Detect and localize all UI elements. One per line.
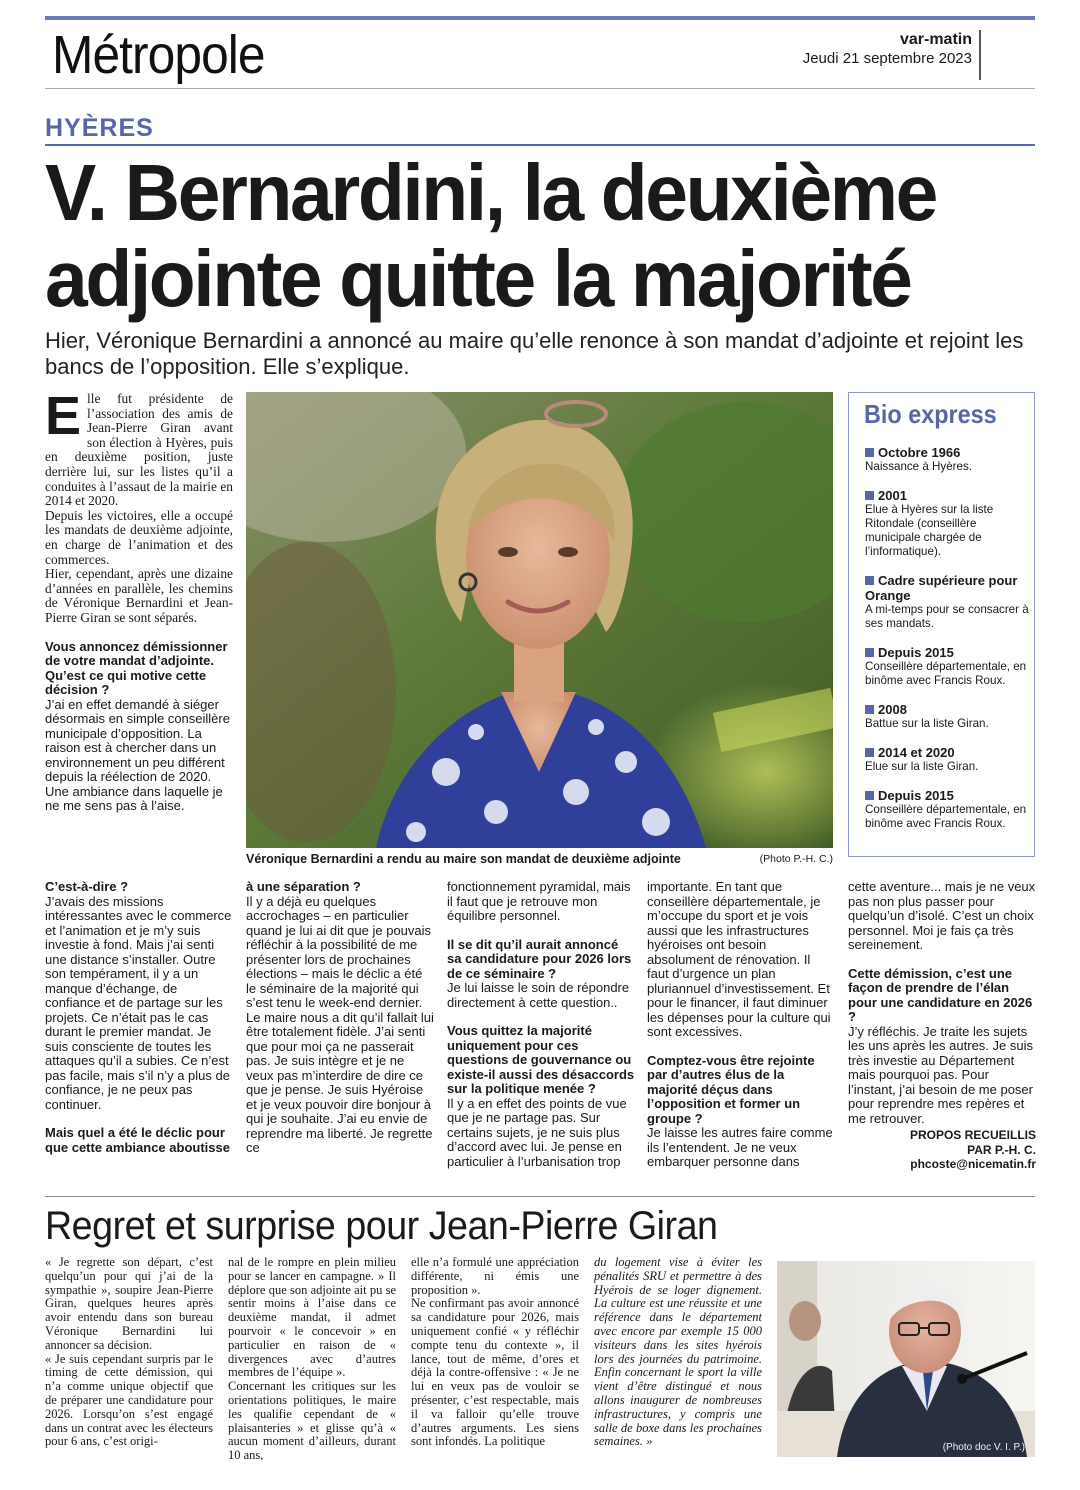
intro-paragraph-1: lle fut présidente de l’association des amis de Jean-Pierre Giran avant son élection à Hyères, puis en deuxième position, juste derrière lui, sur les listes qu’il a conduites à l’assaut de la mairie en 2014 et 2020. (45, 391, 233, 509)
answer: importante. En tant que conseillère départementale, je m’occupe du sport et je vois aussi que les infrastructures hyéroises ont besoin absolument de rénovation. Il faut d’urgence un plan pluriannuel d’investissement. Et pour le financer, il faut diminuer les dépenses pour la culture qui sont excessives. (647, 879, 831, 1039)
sidebar-column-4 (594, 1256, 762, 1449)
article-kicker: HYÈRES (45, 114, 154, 142)
answer: Je lui laisse le soin de répondre directement à cette question.. (447, 980, 630, 1010)
intro-paragraph-2: Depuis les victoires, elle a occupé les mandats de deuxième adjointe, en charge de l’animation et des commerces. (45, 507, 233, 567)
question: C’est-à-dire ? (45, 879, 129, 894)
intro-column (45, 386, 233, 814)
photo-credit: (Photo P.-H. C.) (759, 853, 833, 865)
bio-text: Naissance à Hyères. (865, 460, 972, 473)
intro-paragraph-3: Hier, cependant, après une dizaine d’années en parallèle, les chemins de Véronique Bernardini et Jean-Pierre Giran se sont séparés. (45, 566, 233, 625)
square-bullet-icon (865, 448, 874, 457)
masthead (803, 30, 972, 68)
paper-name: var-matin (899, 31, 972, 48)
question-1: Vous annoncez démissionner de votre mandat d’adjointe. Qu’est ce qui motive cette décision ? (45, 638, 228, 697)
drop-cap: E (45, 386, 82, 446)
bio-heading: Depuis 2015 (878, 788, 954, 803)
bio-text: Elue à Hyères sur la liste Ritondale (conseillère municipale chargée de l’informatique). (865, 503, 994, 558)
question: Il se dit qu’il aurait annoncé sa candidature pour 2026 lors de ce séminaire ? (447, 936, 632, 981)
sidebar-column-2 (228, 1256, 396, 1463)
photo-caption (246, 852, 833, 866)
bio-item (865, 745, 1033, 774)
bio-item (865, 445, 1033, 474)
bio-text: Conseillère départementale, en binôme avec Francis Roux. (865, 803, 1027, 830)
mayor-photo (777, 1261, 1035, 1457)
bio-list (865, 445, 1033, 845)
bio-text: Conseillère départementale, en binôme avec Francis Roux. (865, 660, 1027, 687)
question: Vous quittez la majorité uniquement pour ces questions de gouvernance ou existe-il aussi des désaccords sur la politique menée ? (447, 1023, 635, 1096)
qa-column-4 (647, 880, 835, 1170)
square-bullet-icon (865, 648, 874, 657)
answer: J’avais des missions intéressantes avec le commerce et l’animation et je m’y suis investie à fond. Mais j’ai senti une distance s’installer. Outre son tempérament, il y a un manque d’échange, de confiance et de partage sur les projets. Ce n’était pas le cas durant le premier mandat. Je suis consciente de toutes les attaques qu’il a subies. Ce n’est pas facile, mais s’il n’y a plus de confiance, je ne peux pas continuer. (45, 893, 232, 1112)
bio-heading: 2014 et 2020 (878, 745, 955, 760)
sidebar-paragraph: Ne confirmant pas avoir annoncé sa candidature pour 2026, mais uniquement confié « y réfléchir compte tenu du contexte », il lance, tout de même, d’ores et déjà la contre-offensive : « Je ne lui en veux pas de vouloir se présenter, c’est respectable, mais il va falloir qu’elle trouve d’autres arguments. Les siens sont infondés. La politique (411, 1296, 579, 1449)
article-deck: Hier, Véronique Bernardini a annoncé au maire qu’elle renonce à son mandat d’adjointe et rejoint les bancs de l’opposition. Elle s’explique. (45, 328, 1024, 379)
top-rule (45, 16, 1035, 20)
sidebar-paragraph: elle n’a formulé une appréciation différente, ni émis une proposition ». (411, 1255, 579, 1297)
bio-heading: Cadre supérieure pour Orange (865, 573, 1018, 603)
bio-heading: Octobre 1966 (878, 445, 961, 460)
bio-text: Battue sur la liste Giran. (865, 717, 989, 730)
sidebar-headline: Regret et surprise pour Jean-Pierre Giran (45, 1204, 718, 1248)
answer: Il y a en effet des points de vue que je ne partage pas. Sur certains sujets, je ne suis plus d’accord avec lui. Je pense en particulier à l’urbanisation trop (447, 1095, 627, 1169)
answer: fonctionnement pyramidal, mais il faut que je retrouve mon équilibre personnel. (447, 879, 631, 923)
sidebar-column-1 (45, 1256, 213, 1449)
bio-heading: 2008 (878, 702, 907, 717)
question: à une séparation ? (246, 879, 361, 894)
portrait-photo (246, 392, 833, 848)
question: Comptez-vous être rejointe par d’autres élus de la majorité déçus dans l’opposition et former un groupe ? (647, 1052, 815, 1126)
bio-text: A mi-temps pour se consacrer à ses mandats. (865, 603, 1029, 630)
header-rule (45, 88, 1035, 89)
qa-column-2 (246, 880, 434, 1156)
issue-date: Jeudi 21 septembre 2023 (802, 50, 972, 67)
sidebar-paragraph: du logement vise à éviter les pénalités SRU et permettre à des Hyérois de se loger dignement. La culture est une réussite et une référence dans le département avec encore par exemple 15 000 visiteurs dans les sites hyérois lors des journées du patrimoine. Enfin concernant le sport la ville vient d’être distingué et nous allons inaugurer de nombreuses infrastructures, y compris une salle de boxe dans les prochaines semaines. » (594, 1255, 762, 1449)
sidebar-column-3 (411, 1256, 579, 1449)
bio-item (865, 645, 1033, 688)
question: Mais quel a été le déclic pour que cette ambiance aboutisse (45, 1125, 230, 1155)
bio-heading: Depuis 2015 (878, 645, 954, 660)
bio-heading: 2001 (878, 488, 907, 503)
article-headline: V. Bernardini, la deuxième adjointe quitte la majorité (45, 148, 936, 323)
qa-column-5 (848, 880, 1036, 1172)
answer-1: J’ai en effet demandé à siéger désormais en simple conseillère municipale d’opposition. La raison est à chercher dans un environnement un peu différent depuis la réélection de 2020. Une ambiance dans laquelle je ne me sens pas à l’aise. (45, 696, 230, 813)
bio-item (865, 488, 1033, 559)
byline-line: PAR P.-H. C. (967, 1142, 1036, 1157)
byline (848, 1128, 1036, 1172)
square-bullet-icon (865, 748, 874, 757)
byline-line: PROPOS RECUEILLIS (909, 1128, 1036, 1142)
answer: J’y réfléchis. Je traite les sujets les uns après les autres. Je suis très investie au Département mais pourquoi pas. Pour l’instant, j’ai besoin de me poser pour reprendre mes repères et me retrouver. (848, 1023, 1033, 1126)
answer: Je laisse les autres faire comme ils l’entendent. Je ne veux embarquer personne dans (647, 1125, 833, 1169)
bio-item (865, 702, 1033, 731)
answer: Il y a déjà eu quelques accrochages – en particulier quand je lui ai dit que je pouvais réfléchir à la possibilité de me présenter lors de prochaines élections – mais le déclic a été le séminaire de la majorité qui s’est tenu le week-end dernier. Le maire nous a dit qu’il fallait lui être totalement fidèle. J’ai senti que pour moi ça ne passerait pas. Je suis intègre et je ne veux pas m’interdire de dire ce que je pense. Je suis Hyéroise et je veux pouvoir dire bonjour à qui je souhaite. J’ai eu envie de reprendre ma liberté. Je regrette ce (246, 893, 434, 1155)
square-bullet-icon (865, 705, 874, 714)
byline-email: phcoste@nicematin.fr (910, 1157, 1036, 1171)
bio-item (865, 788, 1033, 831)
sidebar-paragraph: « Je suis cependant surpris par le timing de cette démission, qui n’a comme unique objectif que de préparer une candidature pour 2026. Lorsqu’on s’est engagé dans un contrat avec les électeurs pour 6 ans, c’est origi- (45, 1351, 213, 1449)
caption-text: Véronique Bernardini a rendu au maire son mandat de deuxième adjointe (246, 852, 681, 866)
mayor-photo-credit: (Photo doc V. I. P.) (942, 1442, 1025, 1453)
question: Cette démission, c’est une façon de prendre de l’élan pour une candidature en 2026 ? (848, 965, 1033, 1024)
sidebar-paragraph: nal de le rompre en plein milieu pour se lancer en campagne. » Il déplore que son adjointe ait pu se sentir moins à l’aise dans ce deuxième mandat, il admet pourvoir « le concevoir » en particulier en raison de « divergences avec d’autres membres de l’équipe ». (228, 1255, 396, 1380)
square-bullet-icon (865, 576, 874, 585)
section-title: Métropole (52, 25, 265, 85)
sidebar-rule (45, 1196, 1035, 1197)
bio-title: Bio express (864, 399, 997, 429)
square-bullet-icon (865, 491, 874, 500)
bio-item (865, 573, 1033, 631)
kicker-rule (45, 144, 1035, 146)
qa-column-1 (45, 880, 233, 1155)
bio-text: Elue sur la liste Giran. (865, 760, 979, 773)
sidebar-paragraph: « Je regrette son départ, c’est quelqu’un pour qui j’ai de la sympathie », soupire Jean-Pierre Giran, quelques heures après avoir entendu dans son bureau Véronique Bernardini lui annoncer sa décision. (45, 1255, 213, 1352)
sidebar-paragraph: Concernant les critiques sur les orientations politiques, le maire les qualifie cependant de « plaisanteries » et glisse qu’à « aucun moment d’ailleurs, durant 10 ans, (228, 1379, 396, 1463)
square-bullet-icon (865, 791, 874, 800)
answer: cette aventure... mais je ne veux pas non plus passer pour quelqu’un d’isolé. C’est un choix personnel. Moi je fais ça très sereinement. (848, 879, 1036, 952)
masthead-divider (979, 30, 981, 80)
bio-express-box (848, 392, 1035, 857)
qa-column-3 (447, 880, 635, 1169)
